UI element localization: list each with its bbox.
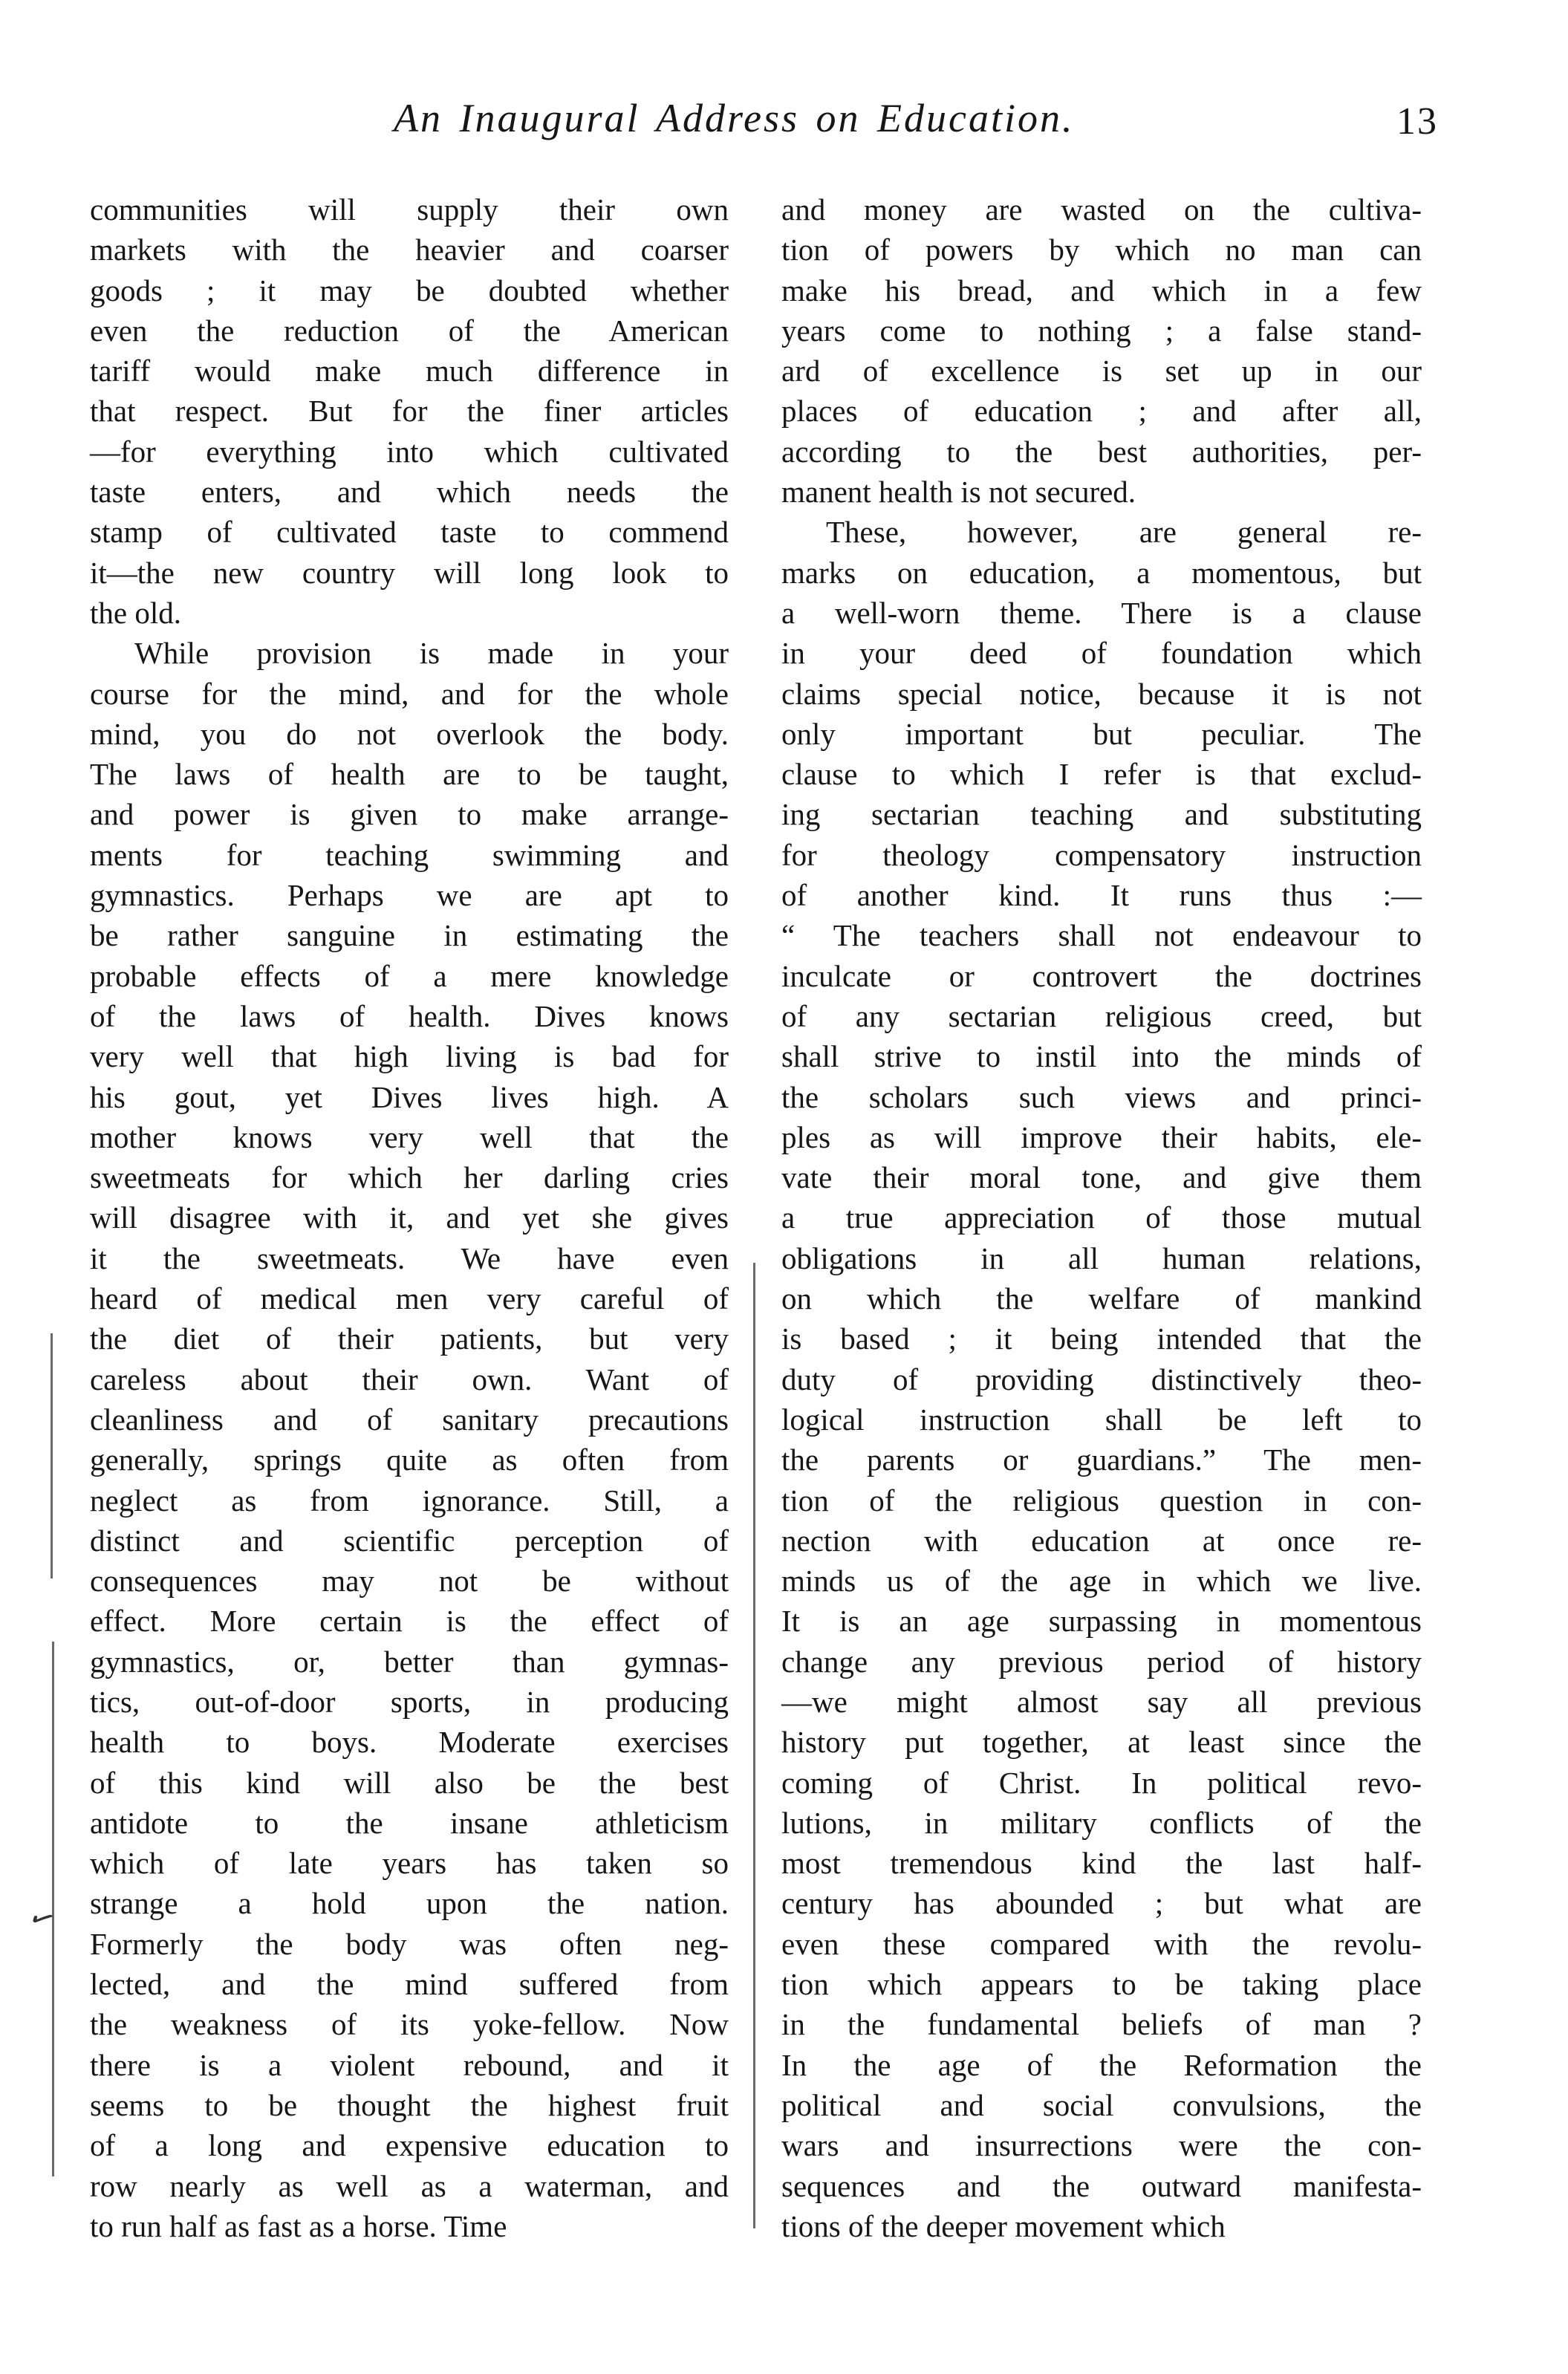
running-head — [0, 95, 1568, 155]
text-line: generally, springs quite as often from — [90, 1443, 729, 1477]
text-line: tion of powers by which no man can — [781, 232, 1422, 267]
text-line: make his bread, and which in a few — [781, 273, 1422, 308]
text-line: stamp of cultivated taste to commend — [90, 515, 729, 550]
text-line: wars and insurrections were the con- — [781, 2128, 1422, 2163]
text-line: “ The teachers shall not endeavour to — [781, 918, 1422, 953]
text-line: coming of Christ. In political revo- — [781, 1765, 1422, 1800]
text-line: ments for teaching swimming and — [90, 837, 729, 872]
text-line: his gout, yet Dives lives high. A — [90, 1079, 729, 1114]
text-line: years come to nothing ; a false stand- — [781, 313, 1422, 348]
text-line: sequences and the outward manifesta- — [781, 2168, 1422, 2203]
text-line: tariff would make much difference in — [90, 354, 729, 388]
text-line: very well that high living is bad for — [90, 1039, 729, 1074]
text-line: These, however, are general re- — [826, 515, 1422, 550]
text-line: tions of the deeper movement which — [781, 2208, 1226, 2243]
text-line: change any previous period of history — [781, 1644, 1422, 1679]
text-line: gymnastics, or, better than gymnas- — [90, 1644, 729, 1679]
text-line: mother knows very well that the — [90, 1119, 729, 1154]
text-line: most tremendous kind the last half- — [781, 1846, 1422, 1881]
text-line: the scholars such views and princi- — [781, 1079, 1422, 1114]
text-line: While provision is made in your — [134, 636, 729, 671]
text-line: communities will supply their own — [90, 192, 729, 227]
text-line: even the reduction of the American — [90, 313, 729, 348]
text-line: for theology compensatory instruction — [781, 837, 1422, 872]
text-line: consequences may not be without — [90, 1564, 729, 1599]
text-line: lected, and the mind suffered from — [90, 1967, 729, 2002]
text-line: in the fundamental beliefs of man ? — [781, 2007, 1422, 2042]
text-line: obligations in all human relations, — [781, 1240, 1422, 1275]
text-line: row nearly as well as a waterman, and — [90, 2168, 729, 2203]
text-line: seems to be thought the highest fruit — [90, 2087, 729, 2122]
text-line: of the laws of health. Dives knows — [90, 998, 729, 1033]
text-line: of another kind. It runs thus :— — [781, 878, 1422, 913]
text-line: ing sectarian teaching and substituting — [781, 797, 1422, 832]
text-line: vate their moral tone, and give them — [781, 1160, 1422, 1195]
text-line: logical instruction shall be left to — [781, 1402, 1422, 1437]
text-line: on which the welfare of mankind — [781, 1281, 1422, 1316]
text-line: there is a violent rebound, and it — [90, 2047, 729, 2082]
text-line: history put together, at least since the — [781, 1725, 1422, 1760]
text-line: antidote to the insane athleticism — [90, 1805, 729, 1840]
text-line: even these compared with the revolu- — [781, 1926, 1422, 1961]
text-line: lutions, in military conflicts of the — [781, 1805, 1422, 1840]
text-line: ples as will improve their habits, ele- — [781, 1119, 1422, 1154]
text-line: the old. — [90, 595, 181, 630]
text-line: to run half as fast as a horse. Time — [90, 2208, 507, 2243]
text-line: which of late years has taken so — [90, 1846, 729, 1881]
text-line: clause to which I refer is that exclud- — [781, 757, 1422, 792]
text-line: the diet of their patients, but very — [90, 1321, 729, 1356]
text-line: Formerly the body was often neg- — [90, 1926, 729, 1961]
text-line: course for the mind, and for the whole — [90, 676, 729, 711]
text-line: strange a hold upon the nation. — [90, 1886, 729, 1921]
text-line: ard of excellence is set up in our — [781, 354, 1422, 388]
running-title: An Inaugural Address on Education. — [394, 96, 1075, 140]
text-line: according to the best authorities, per- — [781, 434, 1422, 469]
text-line: distinct and scientific perception of — [90, 1523, 729, 1558]
text-line: in your deed of foundation which — [781, 636, 1422, 671]
margin-annotation-stroke — [51, 1333, 53, 1578]
left-column — [90, 189, 729, 2246]
text-line: tion which appears to be taking place — [781, 1967, 1422, 2002]
text-line: and money are wasted on the cultiva- — [781, 192, 1422, 227]
text-line: century has abounded ; but what are — [781, 1886, 1422, 1921]
text-line: is based ; it being intended that the — [781, 1321, 1422, 1356]
page-number: 13 — [1396, 100, 1438, 143]
text-line: gymnastics. Perhaps we are apt to — [90, 878, 729, 913]
text-line: health to boys. Moderate exercises — [90, 1725, 729, 1760]
text-line: inculcate or controvert the doctrines — [781, 958, 1422, 993]
text-line: the parents or guardians.” The men- — [781, 1443, 1422, 1477]
text-line: markets with the heavier and coarser — [90, 232, 729, 267]
text-line: cleanliness and of sanitary precautions — [90, 1402, 729, 1437]
text-line: the weakness of its yoke-fellow. Now — [90, 2007, 729, 2042]
text-line: places of education ; and after all, — [781, 394, 1422, 429]
text-line: be rather sanguine in estimating the — [90, 918, 729, 953]
text-line: marks on education, a momentous, but — [781, 555, 1422, 590]
text-line: of any sectarian religious creed, but — [781, 998, 1422, 1033]
text-line: goods ; it may be doubted whether — [90, 273, 729, 308]
text-line: only important but peculiar. The — [781, 716, 1422, 751]
text-line: nection with education at once re- — [781, 1523, 1422, 1558]
text-line: will disagree with it, and yet she gives — [90, 1200, 729, 1235]
text-line: and power is given to make arrange- — [90, 797, 729, 832]
text-line: of this kind will also be the best — [90, 1765, 729, 1800]
text-line: taste enters, and which needs the — [90, 475, 729, 510]
text-line: minds us of the age in which we live. — [781, 1564, 1422, 1599]
text-line: The laws of health are to be taught, — [90, 757, 729, 792]
text-line: tics, out-of-door sports, in producing — [90, 1684, 729, 1719]
text-line: careless about their own. Want of — [90, 1362, 729, 1396]
text-line: —we might almost say all previous — [781, 1684, 1422, 1719]
text-line: it the sweetmeats. We have even — [90, 1240, 729, 1275]
text-line: manent health is not secured. — [781, 475, 1136, 510]
text-line: duty of providing distinctively theo- — [781, 1362, 1422, 1396]
text-line: sweetmeats for which her darling cries — [90, 1160, 729, 1195]
text-line: a well-worn theme. There is a clause — [781, 595, 1422, 630]
column-divider — [753, 1263, 755, 2228]
text-line: —for everything into which cultivated — [90, 434, 729, 469]
text-line: neglect as from ignorance. Still, a — [90, 1483, 729, 1518]
text-line: a true appreciation of those mutual — [781, 1200, 1422, 1235]
text-line: probable effects of a mere knowledge — [90, 958, 729, 993]
text-line: that respect. But for the finer articles — [90, 394, 729, 429]
text-line: mind, you do not overlook the body. — [90, 716, 729, 751]
text-line: of a long and expensive education to — [90, 2128, 729, 2163]
text-line: effect. More certain is the effect of — [90, 1604, 729, 1639]
right-column — [781, 189, 1422, 2246]
text-line: political and social convulsions, the — [781, 2087, 1422, 2122]
text-line: heard of medical men very careful of — [90, 1281, 729, 1316]
text-line: claims special notice, because it is not — [781, 676, 1422, 711]
text-line: In the age of the Reformation the — [781, 2047, 1422, 2082]
text-line: it—the new country will long look to — [90, 555, 729, 590]
text-line: shall strive to instil into the minds of — [781, 1039, 1422, 1074]
margin-annotation-mark: ✓ — [22, 1898, 62, 1940]
text-line: tion of the religious question in con- — [781, 1483, 1422, 1518]
text-line: It is an age surpassing in momentous — [781, 1604, 1422, 1639]
